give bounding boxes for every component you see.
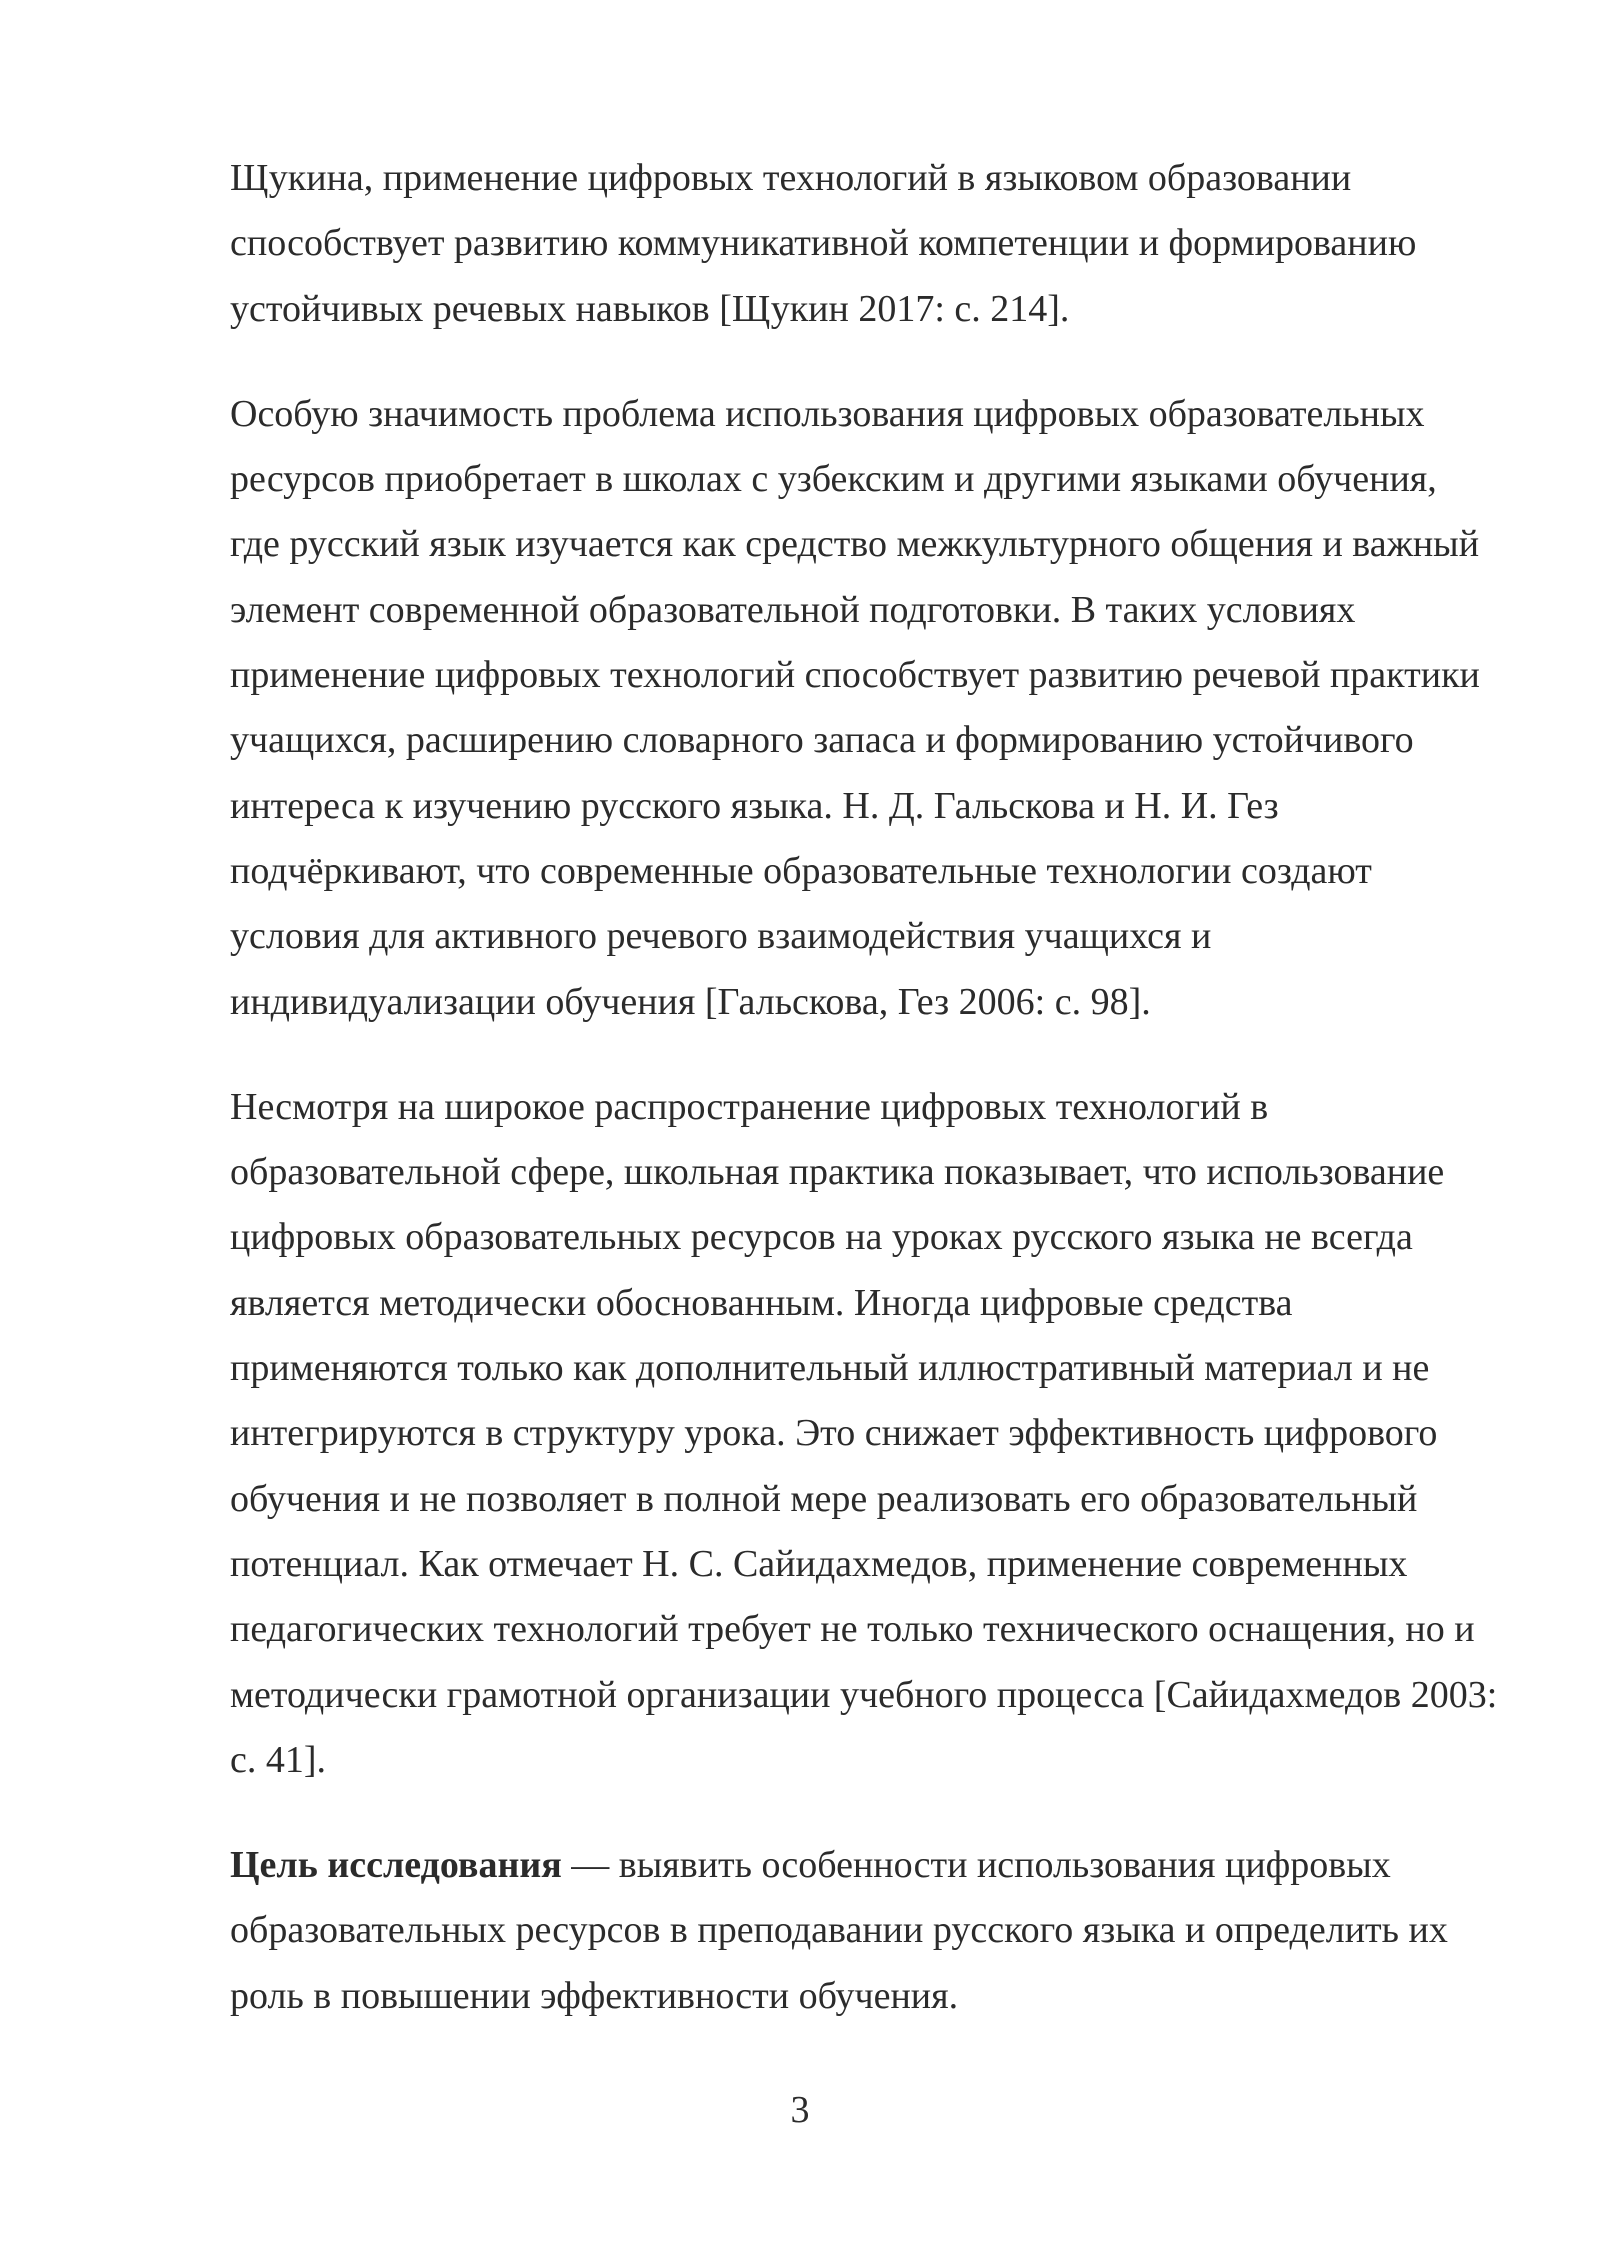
- text-line: устойчивых речевых навыков [Щукин 2017: с. 214].: [230, 287, 1070, 330]
- text-line: [230, 1833, 1500, 1898]
- text-line: применение цифровых технологий способствует развитию речевой практики: [230, 654, 1480, 697]
- text-line: где русский язык изучается как средство межкультурного общения и важный: [230, 523, 1480, 566]
- text-line: интегрируются в структуру урока. Это снижает эффективность цифрового: [230, 1412, 1438, 1455]
- text-line: образовательных ресурсов в преподавании русского языка и определить их: [230, 1909, 1448, 1952]
- text-line: роль в повышении эффективности обучения.: [230, 1974, 959, 2017]
- text-line: обучения и не позволяет в полной мере реализовать его образовательный: [230, 1477, 1418, 1520]
- text-line: Несмотря на широкое распространение цифровых технологий в: [230, 1085, 1269, 1128]
- paragraph-gap: [230, 1035, 1500, 1075]
- text-line: методически грамотной организации учебного процесса [Сайидахмедов 2003:: [230, 1673, 1498, 1716]
- text-line: ресурсов приобретает в школах с узбекским и другими языками обучения,: [230, 458, 1437, 501]
- text-line: с. 41].: [230, 1738, 327, 1781]
- text-line: педагогических технологий требует не только технического оснащения, но и: [230, 1608, 1475, 1651]
- text-line: является методически обоснованным. Иногда цифровые средства: [230, 1281, 1293, 1324]
- goal-lead-text: — выявить особенности использования цифровых: [561, 1844, 1391, 1887]
- goal-heading: Цель исследования: [230, 1844, 562, 1887]
- paragraph-gap: [230, 1793, 1500, 1833]
- text-line: Щукина, применение цифровых технологий в языковом образовании: [230, 157, 1352, 199]
- paragraph-1: [230, 146, 1500, 342]
- text-line: условия для активного речевого взаимодействия учащихся и: [230, 915, 1212, 958]
- paragraph-2: [230, 382, 1500, 1035]
- paragraph-3: [230, 1075, 1500, 1793]
- text-line: интереса к изучению русского языка. Н. Д. Гальскова и Н. И. Гез: [230, 784, 1279, 827]
- paragraph-gap: [230, 342, 1500, 382]
- text-line: элемент современной образовательной подготовки. В таких условиях: [230, 588, 1356, 631]
- text-line: подчёркивают, что современные образовательные технологии создают: [230, 849, 1372, 892]
- text-line: индивидуализации обучения [Гальскова, Гез 2006: с. 98].: [230, 980, 1151, 1023]
- text-line: способствует развитию коммуникативной компетенции и формированию: [230, 222, 1417, 265]
- text-line: применяются только как дополнительный иллюстративный материал и не: [230, 1347, 1430, 1390]
- text-line: образовательной сфере, школьная практика показывает, что использование: [230, 1151, 1445, 1194]
- text-line: цифровых образовательных ресурсов на уроках русского языка не всегда: [230, 1216, 1413, 1259]
- paragraph-goal: [230, 1833, 1500, 2029]
- text-line: учащихся, расширению словарного запаса и формированию устойчивого: [230, 719, 1414, 762]
- text-line: Особую значимость проблема использования цифровых образовательных: [230, 392, 1425, 435]
- page-number: 3: [790, 2089, 810, 2131]
- text-line: потенциал. Как отмечает Н. С. Сайидахмедов, применение современных: [230, 1542, 1408, 1585]
- body-text: [230, 146, 1500, 2029]
